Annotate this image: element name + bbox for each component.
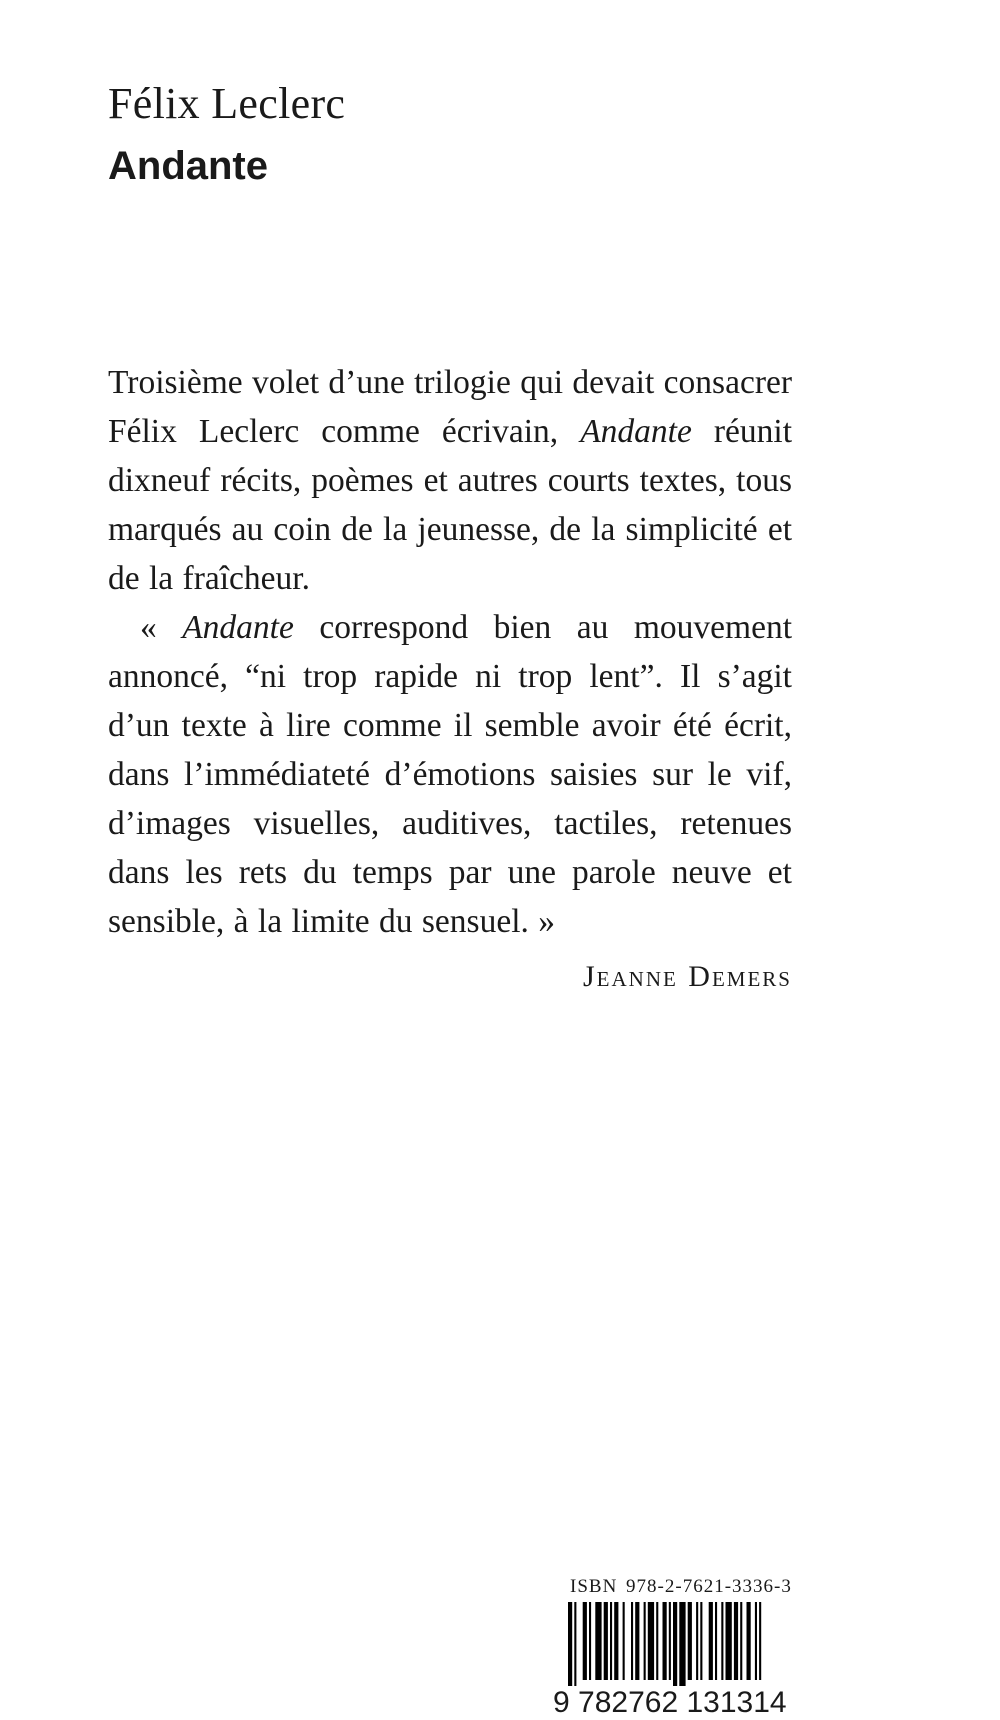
- barcode-bar: [759, 1602, 761, 1680]
- book-author: Félix Leclerc: [108, 79, 346, 128]
- blurb-paragraph-1: [108, 358, 792, 603]
- barcode-bar: [715, 1602, 717, 1680]
- opening-quote: «: [140, 609, 183, 646]
- blurb-text: réunit dixneuf récits, poèmes et autres courts textes, tous marqués au coin de la jeunesse, de la simplicité et de la fraîcheur.: [108, 413, 793, 597]
- barcode-bar: [648, 1602, 654, 1680]
- barcode-image: [566, 1602, 762, 1686]
- barcode-bar: [623, 1602, 625, 1680]
- isbn-label: ISBN 978-2-7621-3336-3: [570, 1576, 792, 1597]
- barcode-bar: [673, 1602, 677, 1686]
- barcode-bar: [747, 1602, 751, 1680]
- title-reference: Andante: [182, 609, 294, 646]
- barcode-bar: [721, 1602, 723, 1680]
- barcode-bar: [656, 1602, 658, 1680]
- barcode-bar: [589, 1602, 591, 1680]
- barcode-bar: [688, 1602, 692, 1680]
- barcode-bar: [700, 1602, 702, 1680]
- barcode-bar: [755, 1602, 757, 1680]
- barcode-bar: [663, 1602, 667, 1680]
- blurb-paragraph-2: [108, 603, 792, 946]
- barcode-bar: [635, 1602, 639, 1680]
- barcode-bar: [583, 1602, 587, 1680]
- barcode-bar: [679, 1602, 685, 1686]
- barcode-bar: [740, 1602, 742, 1680]
- barcode-bar: [696, 1602, 698, 1680]
- barcode-bar: [669, 1602, 671, 1680]
- barcode-digits: 9 782762 131314: [553, 1686, 787, 1719]
- back-cover-blurb: [108, 358, 792, 1001]
- barcode-bar: [631, 1602, 633, 1680]
- barcode-bar: [734, 1602, 738, 1680]
- blurb-text: correspond bien au mouvement annoncé, “ni trop rapide ni trop lent”. Il s’agit d’un texte à lire comme il semble avoir été écrit, dans l’immédiateté d’émotions saisies sur le vif, d’images visuelles, auditives, tactiles, retenues dans les rets du temps par une parole neuve et sensible, à la limite du sensuel. »: [108, 609, 793, 940]
- barcode-bar: [604, 1602, 608, 1680]
- blurb-text: Troisième volet d’une trilogie qui devait consacrer Félix Leclerc comme écrivain,: [108, 364, 792, 450]
- barcode-bar: [574, 1602, 576, 1686]
- barcode-bar: [644, 1602, 646, 1680]
- title-reference: Andante: [580, 413, 692, 450]
- book-title: Andante: [108, 144, 268, 188]
- barcode-bar: [568, 1602, 572, 1686]
- quote-attribution: Jeanne Demers: [582, 960, 792, 993]
- barcode-bar: [595, 1602, 601, 1680]
- barcode-bar: [610, 1602, 612, 1680]
- barcode-bar: [614, 1602, 618, 1680]
- barcode-bar: [709, 1602, 713, 1680]
- barcode-bar: [726, 1602, 732, 1680]
